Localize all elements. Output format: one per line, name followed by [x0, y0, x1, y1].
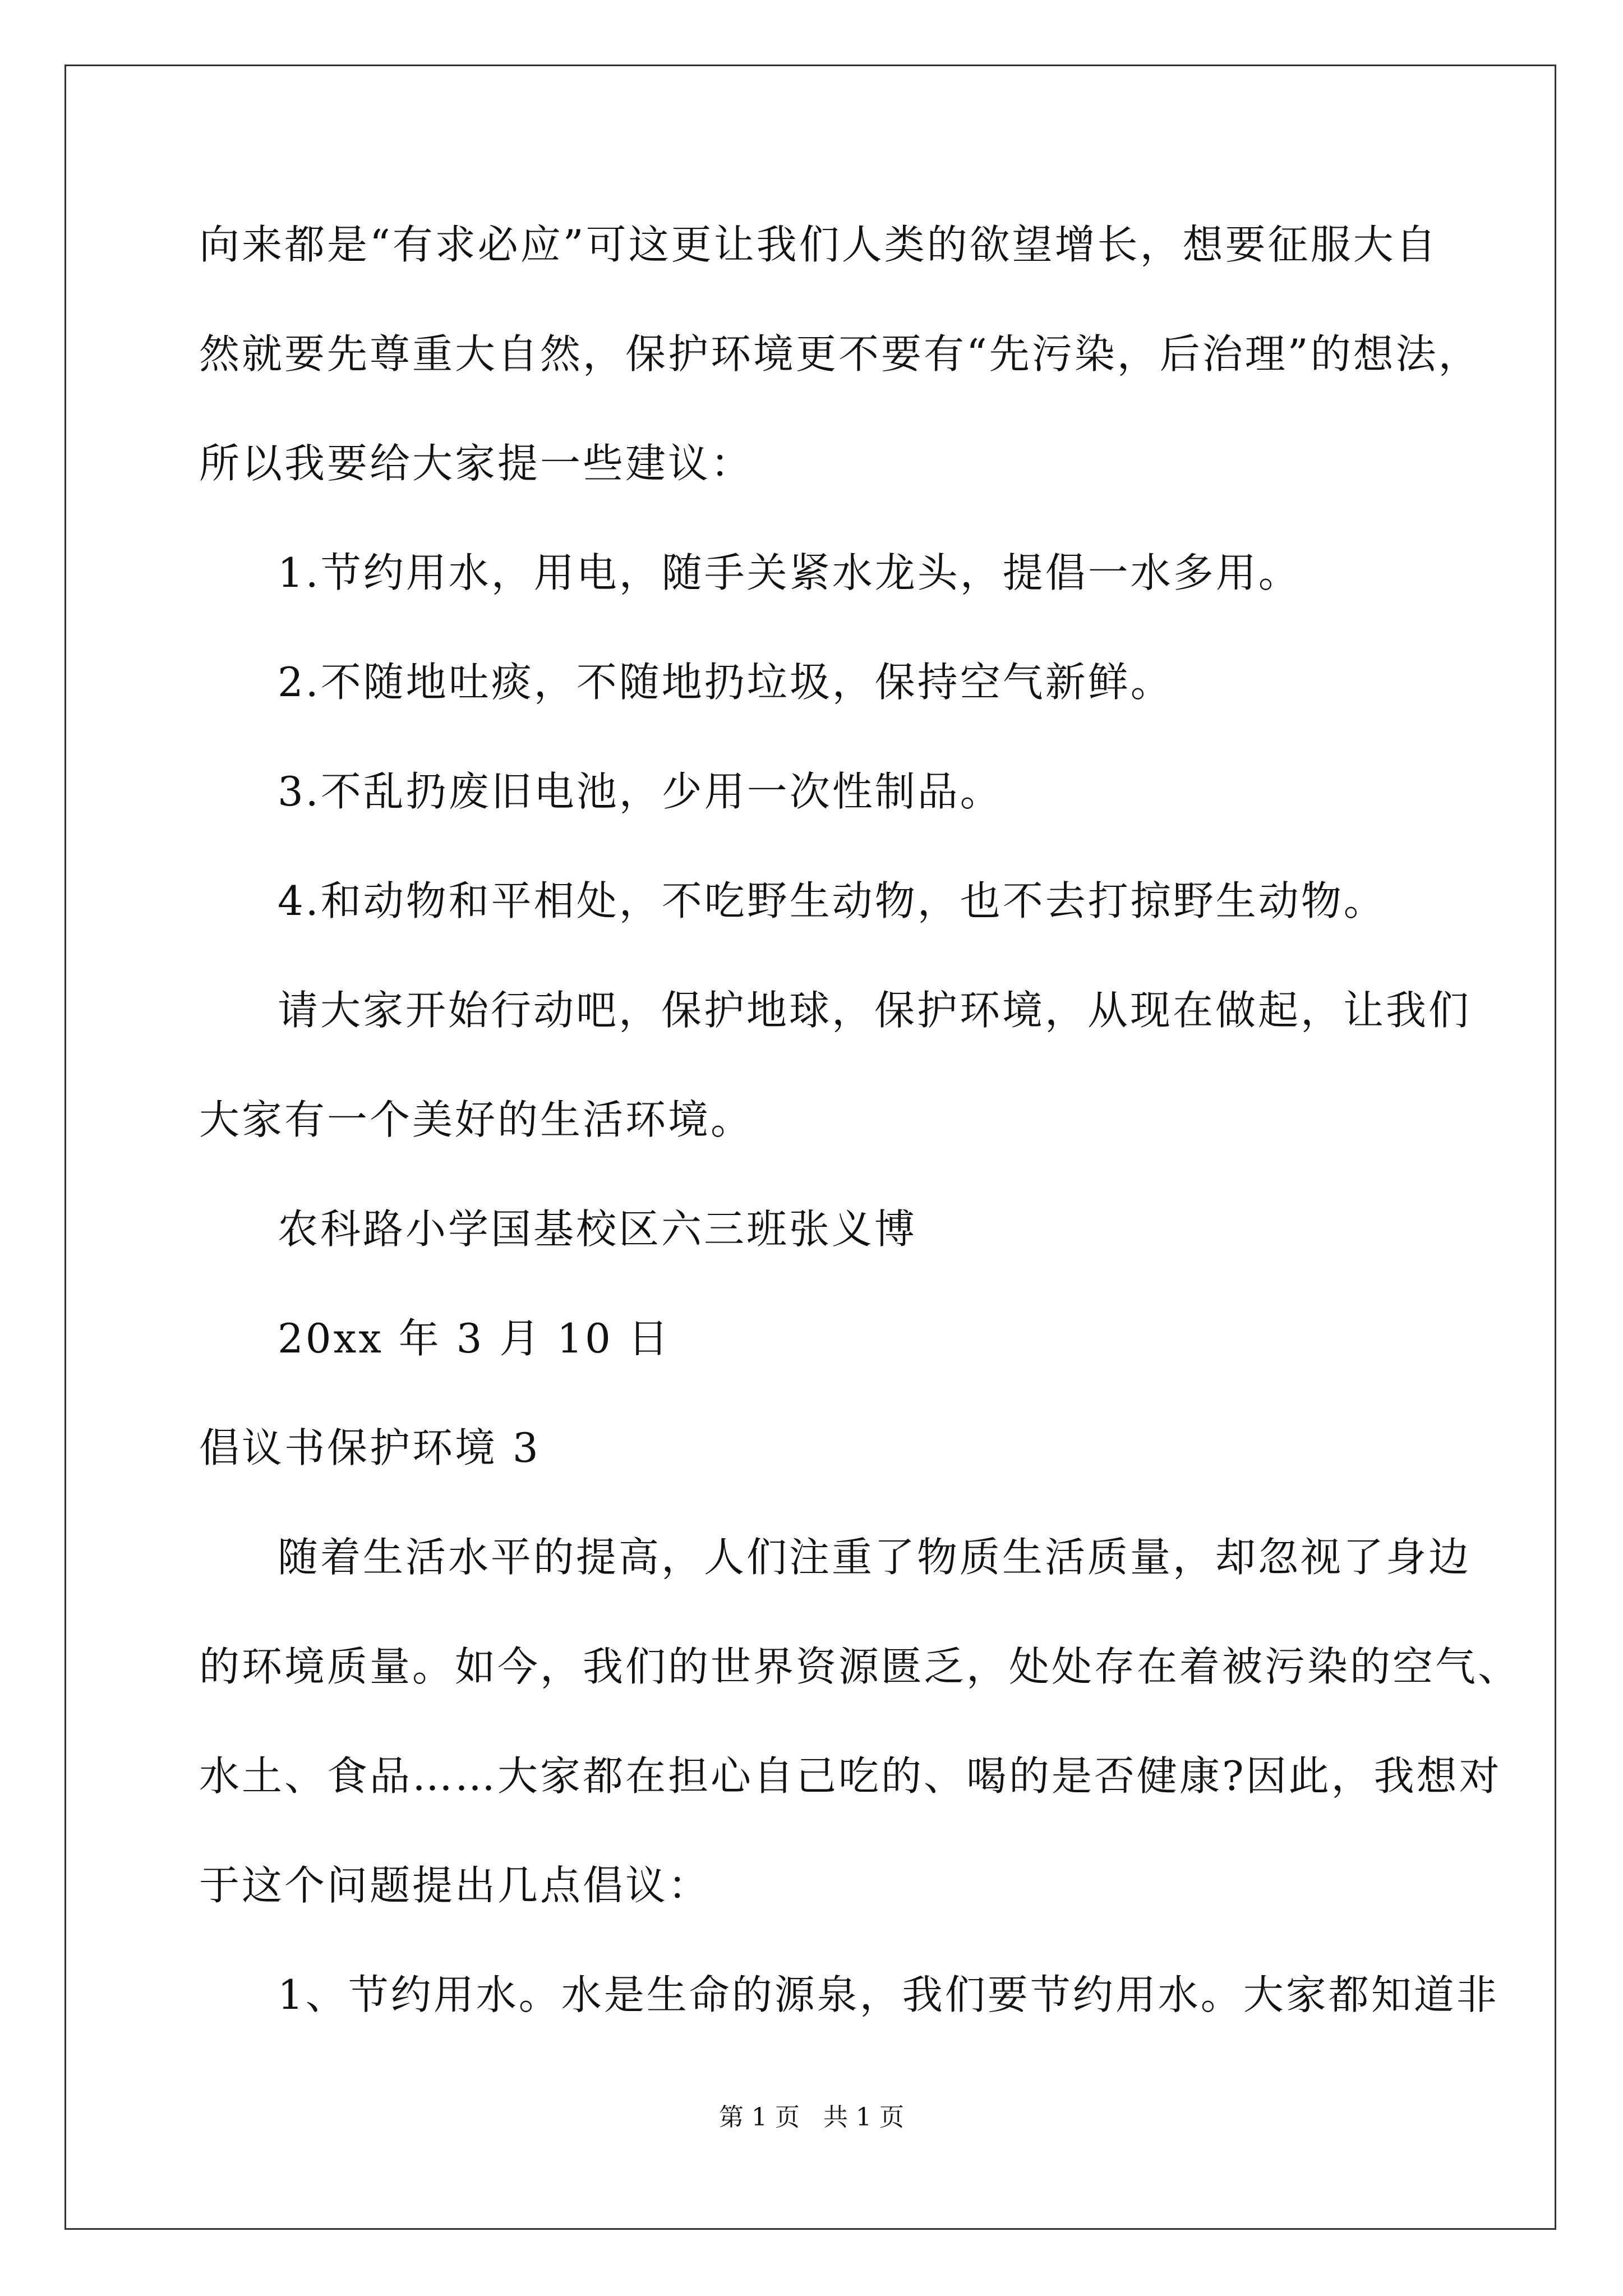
text-line: 向来都是“有求必应”可这更让我们人类的欲望增长，想要征服大自	[199, 221, 1438, 268]
text-line: 大家有一个美好的生活环境。	[199, 1096, 754, 1143]
list-item: 4.和动物和平相处，不吃野生动物，也不去打掠野生动物。	[278, 877, 1386, 924]
text-line: 的环境质量。如今，我们的世界资源匮乏，处处存在着被污染的空气、	[199, 1643, 1521, 1690]
list-item: 3.不乱扔废旧电池，少用一次性制品。	[278, 768, 1003, 815]
text-line: 于这个问题提出几点倡议：	[199, 1862, 711, 1909]
text-line: 然就要先尊重大自然，保护环境更不要有“先污染，后治理”的想法，	[199, 330, 1481, 378]
list-item: 1.节约用水，用电，随手关紧水龙头，提倡一水多用。	[278, 549, 1301, 596]
list-item: 2.不随地吐痰，不随地扔垃圾，保持空气新鲜。	[278, 659, 1173, 706]
signature-line: 农科路小学国基校区六三班张义博	[278, 1205, 917, 1253]
text-line: 所以我要给大家提一些建议：	[199, 440, 754, 487]
section-title: 倡议书保护环境 3	[199, 1424, 541, 1471]
list-item: 1、节约用水。水是生命的源泉，我们要节约用水。大家都知道非	[278, 1971, 1499, 2018]
text-line: 请大家开始行动吧，保护地球，保护环境，从现在做起，让我们	[278, 987, 1472, 1034]
date-line: 20xx 年 3 月 10 日	[278, 1315, 671, 1362]
text-line: 水土、食品……大家都在担心自己吃的、喝的是否健康?因此，我想对	[199, 1752, 1502, 1800]
text-line: 随着生活水平的提高，人们注重了物质生活质量，却忽视了身边	[278, 1534, 1472, 1581]
page-footer: 第 1 页 共 1 页	[719, 2103, 904, 2132]
